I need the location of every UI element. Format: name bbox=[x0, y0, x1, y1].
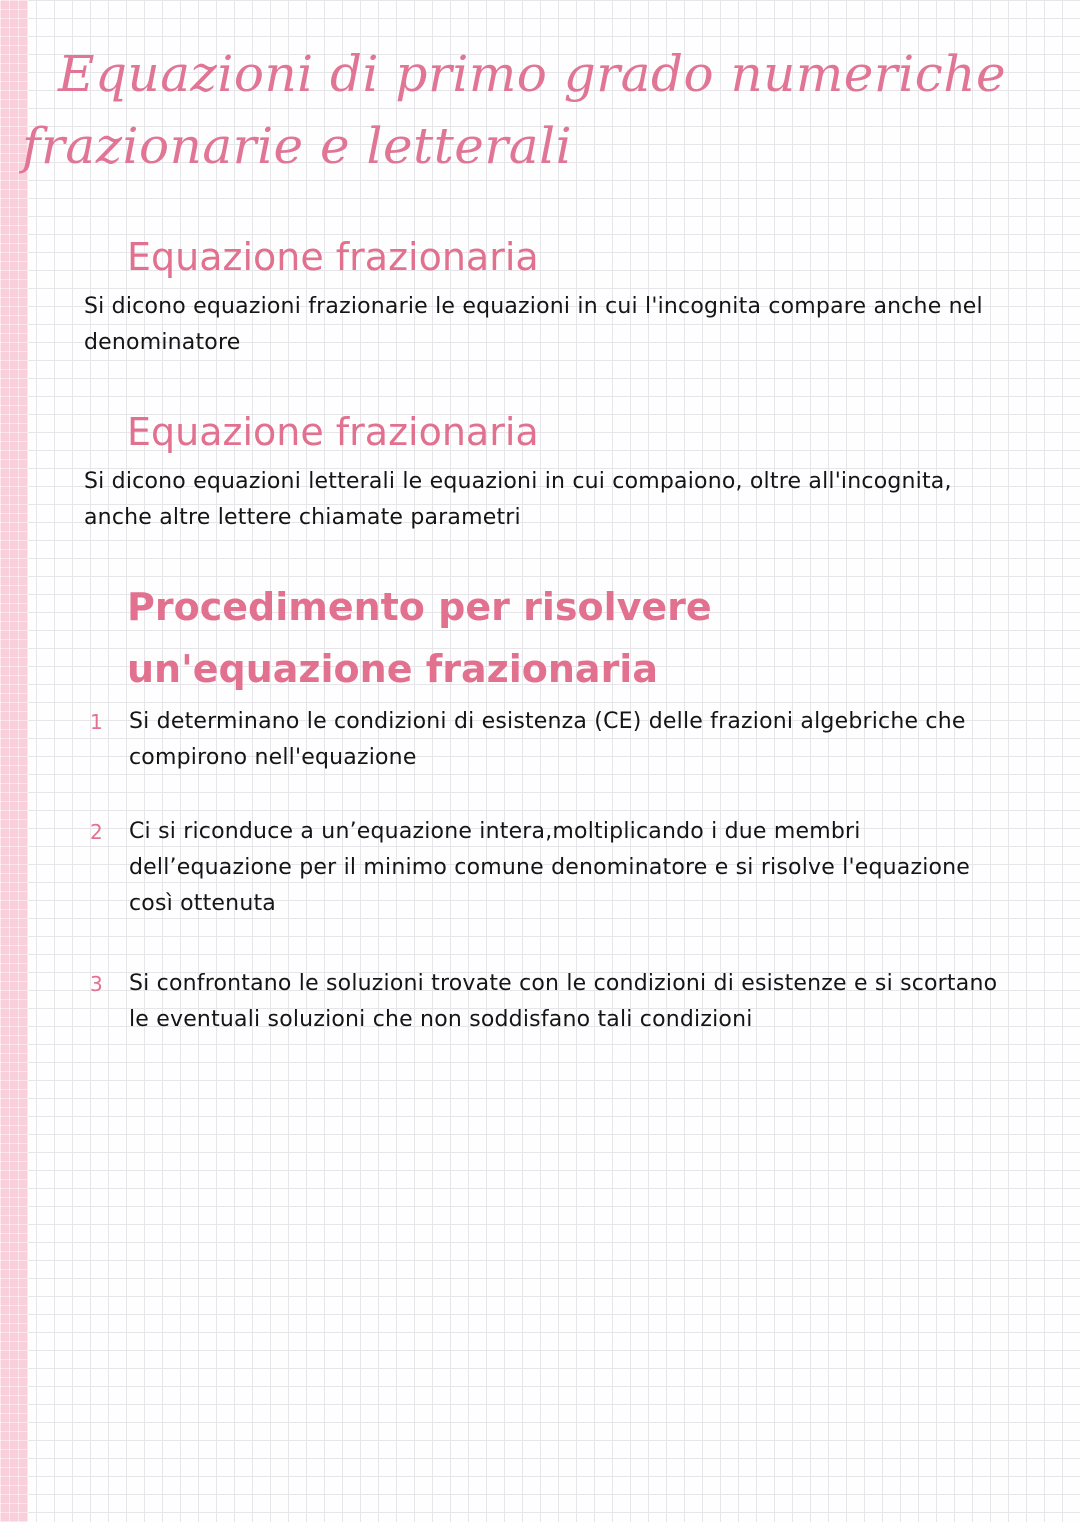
step-number-1: 1 bbox=[90, 710, 103, 734]
section-text-fractional: Si dicono equazioni frazionarie le equazioni in cui l'incognita compare anche nel denominatore bbox=[84, 294, 983, 355]
section-heading-fractional: Equazione frazionaria bbox=[127, 235, 539, 279]
step-number-3: 3 bbox=[90, 972, 103, 996]
page-title-line-2: frazionarie e letterali bbox=[22, 117, 573, 175]
step-number-2: 2 bbox=[90, 820, 103, 844]
section-heading-literal: Equazione frazionaria bbox=[127, 410, 539, 454]
margin-strip bbox=[0, 0, 28, 1522]
step-text-2: Ci si riconduce a un’equazione intera,moltiplicando i due membri dell’equazione per il minimo comune denominatore e si risolve l'equazione così ottenuta bbox=[129, 819, 971, 916]
page-title-line-1: Equazioni di primo grado numeriche bbox=[58, 45, 1007, 103]
step-text-1: Si determinano le condizioni di esistenza (CE) delle frazioni algebriche che compirono nell'equazione bbox=[129, 709, 966, 770]
procedure-heading: Procedimento per risolvere un'equazione frazionaria bbox=[127, 585, 712, 691]
step-text-3: Si confrontano le soluzioni trovate con le condizioni di esistenze e si scortano le eventuali soluzioni che non soddisfano tali condizioni bbox=[129, 971, 998, 1032]
section-text-literal: Si dicono equazioni letterali le equazioni in cui compaiono, oltre all'incognita, anche altre lettere chiamate parametri bbox=[84, 469, 952, 530]
page-title bbox=[22, 38, 1022, 182]
